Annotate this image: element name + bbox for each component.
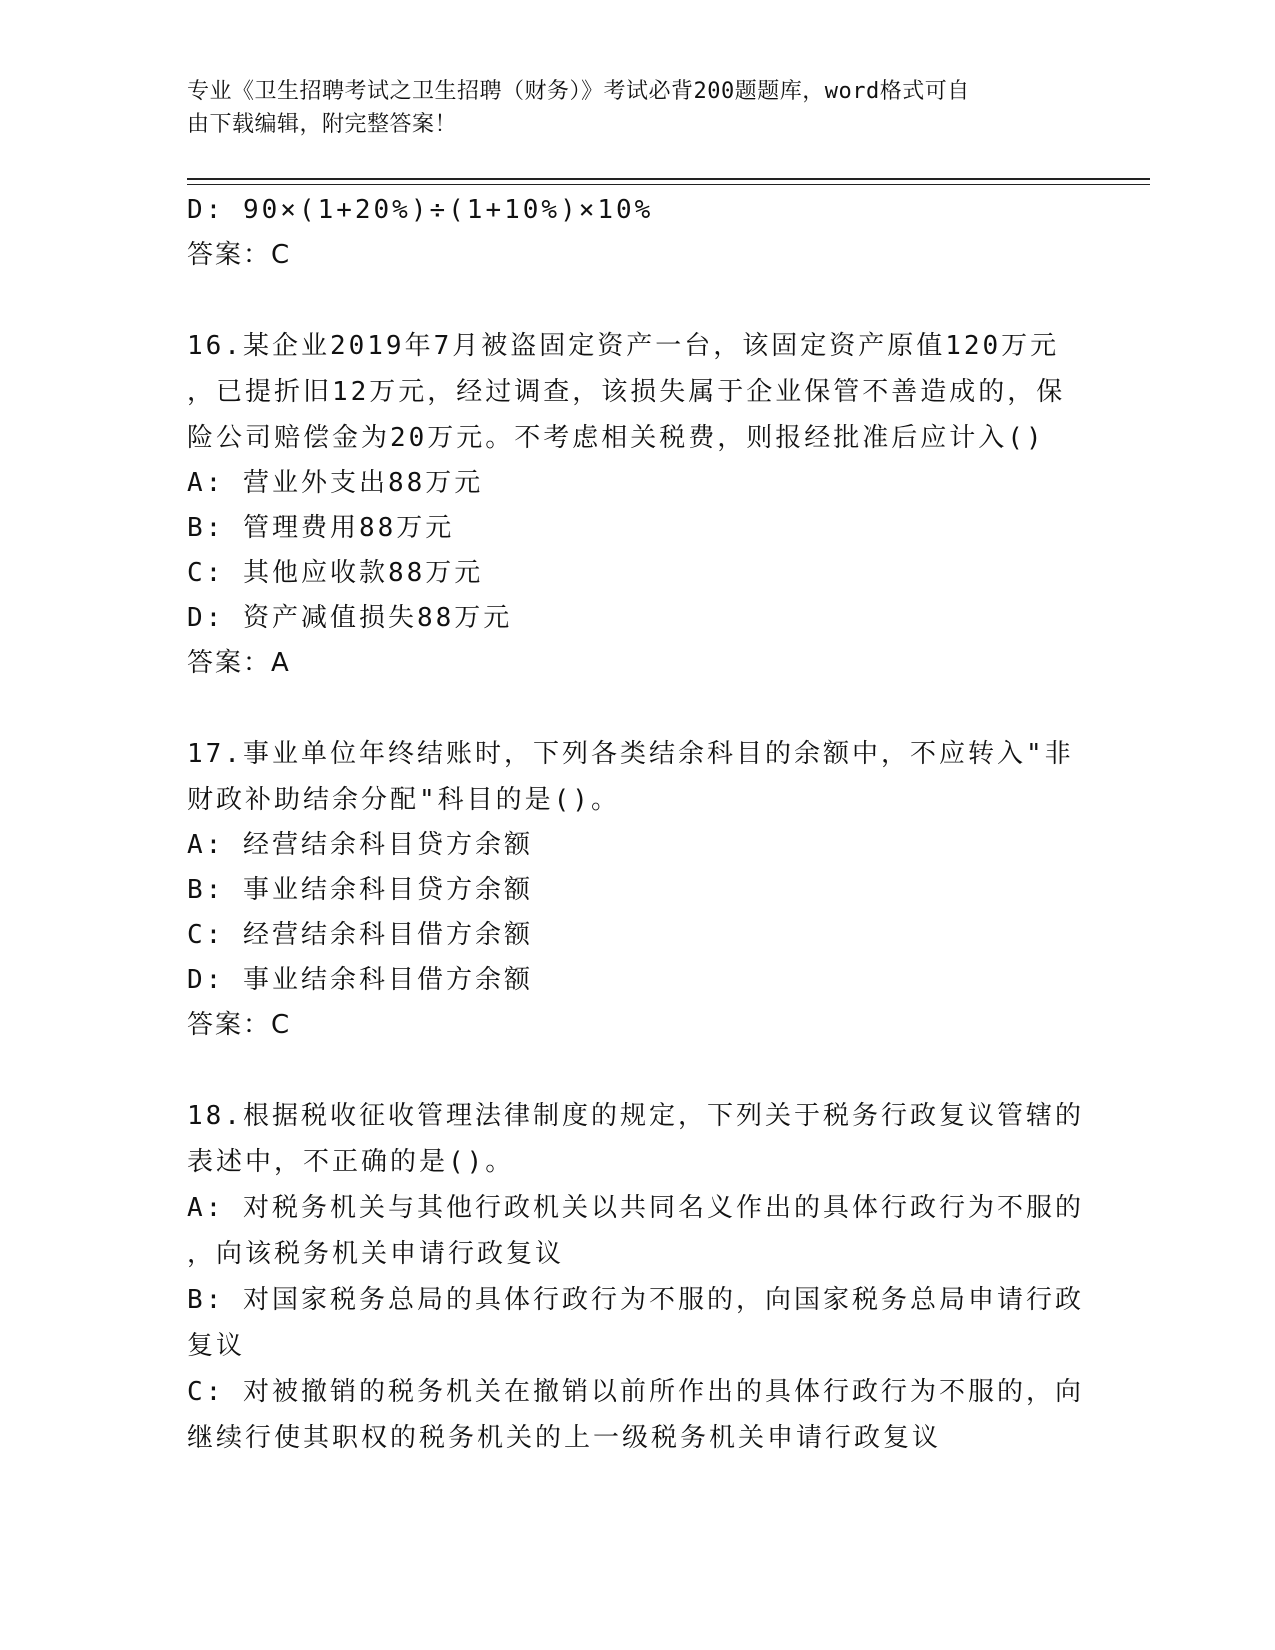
option-d: D: 90×(1+20%)÷(1+10%)×10% (187, 195, 654, 225)
answer: 答案：A (187, 648, 291, 678)
answer: 答案：C (187, 240, 292, 270)
question-17 (187, 731, 1087, 1048)
question-stem: 17.事业单位年终结账时，下列各类结余科目的余额中，不应转入"非 (187, 739, 1074, 769)
option-c: C: 经营结余科目借方余额 (187, 920, 533, 950)
question-stem: 财政补助结余分配"科目的是()。 (187, 785, 620, 815)
spacer (187, 1048, 1087, 1093)
option-a: ，向该税务机关申请行政复议 (187, 1239, 565, 1269)
option-b: B: 对国家税务总局的具体行政行为不服的，向国家税务总局申请行政 (187, 1285, 1084, 1315)
option-b: B: 管理费用88万元 (187, 513, 455, 543)
option-d: D: 资产减值损失88万元 (187, 603, 513, 633)
question-stem: 18.根据税收征收管理法律制度的规定，下列关于税务行政复议管辖的 (187, 1101, 1084, 1131)
question-15-tail (187, 188, 1087, 278)
header-line-2: 由下载编辑，附完整答案！ (187, 112, 458, 137)
option-a: A: 营业外支出88万元 (187, 468, 484, 498)
option-c: 继续行使其职权的税务机关的上一级税务机关申请行政复议 (187, 1423, 942, 1453)
header-rule-thin (187, 184, 1150, 185)
spacer (187, 278, 1087, 323)
option-b: 复议 (187, 1331, 246, 1361)
question-stem: 险公司赔偿金为20万元。不考虑相关税费，则报经批准后应计入() (187, 423, 1045, 453)
question-stem: ，已提折旧12万元，经过调查，该损失属于企业保管不善造成的，保 (187, 377, 1066, 407)
question-content (187, 188, 1087, 1461)
answer: 答案：C (187, 1010, 292, 1040)
option-d: D: 事业结余科目借方余额 (187, 965, 533, 995)
header-rule-thick (187, 178, 1150, 180)
option-c: C: 对被撤销的税务机关在撤销以前所作出的具体行政行为不服的，向 (187, 1377, 1084, 1407)
option-a: A: 对税务机关与其他行政机关以共同名义作出的具体行政行为不服的 (187, 1193, 1084, 1223)
spacer (187, 686, 1087, 731)
header-line-1: 专业《卫生招聘考试之卫生招聘（财务）》考试必背200题题库，word格式可自 (187, 79, 970, 104)
header-note (187, 75, 1087, 141)
question-18 (187, 1093, 1087, 1461)
option-c: C: 其他应收款88万元 (187, 558, 484, 588)
question-stem: 16.某企业2019年7月被盗固定资产一台，该固定资产原值120万元 (187, 331, 1060, 361)
question-stem: 表述中，不正确的是()。 (187, 1147, 515, 1177)
option-b: B: 事业结余科目贷方余额 (187, 875, 533, 905)
option-a: A: 经营结余科目贷方余额 (187, 830, 533, 860)
question-16 (187, 323, 1087, 686)
